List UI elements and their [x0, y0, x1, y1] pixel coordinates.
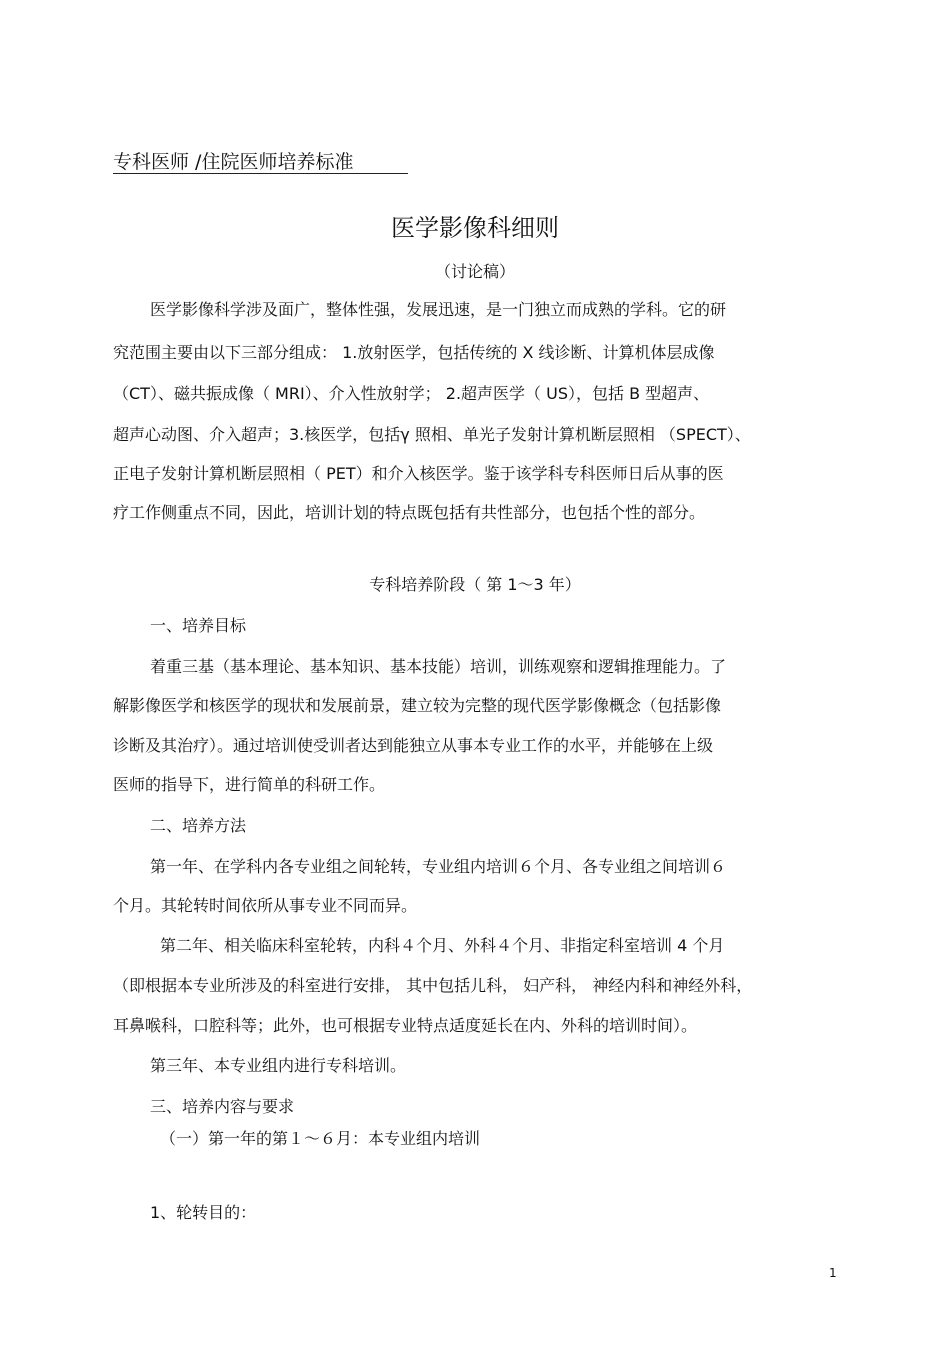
intro-line: 超声心动图、介入超声；3.核医学，包括γ 照相、单光子发射计算机断层照相 （SPECT）、: [113, 425, 751, 444]
document-subtitle: （讨论稿）: [434, 262, 515, 281]
intro-line: （CT）、磁共振成像（ MRI）、介入性放射学； 2.超声医学（ US），包括 B 型超声、: [113, 384, 710, 403]
intro-line: 疗工作侧重点不同，因此，培训计划的特点既包括有共性部分，也包括个性的部分。: [113, 503, 706, 522]
intro-line: 究范围主要由以下三部分组成： 1.放射医学，包括传统的 X 线诊断、计算机体层成像: [113, 343, 715, 362]
section-heading-content: 三、培养内容与要求: [150, 1097, 295, 1116]
methods-year2-line: 第二年、相关临床科室轮转，内科４个月、外科４个月、非指定科室培训 4 个月: [160, 936, 725, 955]
running-header-title: 专科医师 /住院医师培养标准: [113, 151, 354, 173]
header-underline: [113, 173, 408, 174]
goals-line: 着重三基（基本理论、基本知识、基本技能）培训，训练观察和逻辑推理能力。了: [150, 657, 727, 676]
list-item-heading: 1、轮转目的：: [150, 1203, 257, 1222]
intro-line: 正电子发射计算机断层照相（ PET）和介入核医学。鉴于该学科专科医师日后从事的医: [113, 464, 724, 483]
subsection-heading: （一）第一年的第１～６月：本专业组内培训: [160, 1129, 481, 1148]
goals-line: 医师的指导下，进行简单的科研工作。: [113, 775, 386, 794]
methods-year1-line: 第一年、在学科内各专业组之间轮转，专业组内培训６个月、各专业组之间培训６: [150, 857, 727, 876]
page-number: 1: [829, 1266, 837, 1280]
goals-line: 诊断及其治疗）。通过培训使受训者达到能独立从事本专业工作的水平，并能够在上级: [113, 736, 714, 755]
methods-year1-line: 个月。其轮转时间依所从事专业不同而异。: [113, 896, 418, 915]
methods-year2-line: （即根据本专业所涉及的科室进行安排， 其中包括儿科， 妇产科， 神经内科和神经外科，: [113, 976, 753, 995]
methods-year2-line: 耳鼻喉科，口腔科等；此外，也可根据专业特点适度延长在内、外科的培训时间）。: [113, 1016, 698, 1035]
section-heading-methods: 二、培养方法: [150, 816, 247, 835]
goals-line: 解影像医学和核医学的现状和发展前景，建立较为完整的现代医学影像概念（包括影像: [113, 696, 722, 715]
document-title: 医学影像科细则: [391, 214, 559, 242]
section-heading-goals: 一、培养目标: [150, 616, 247, 635]
intro-line: 医学影像科学涉及面广，整体性强，发展迅速，是一门独立而成熟的学科。它的研: [150, 300, 727, 319]
methods-year3-line: 第三年、本专业组内进行专科培训。: [150, 1056, 407, 1075]
stage-heading: 专科培养阶段（ 第 1～3 年）: [369, 575, 581, 594]
